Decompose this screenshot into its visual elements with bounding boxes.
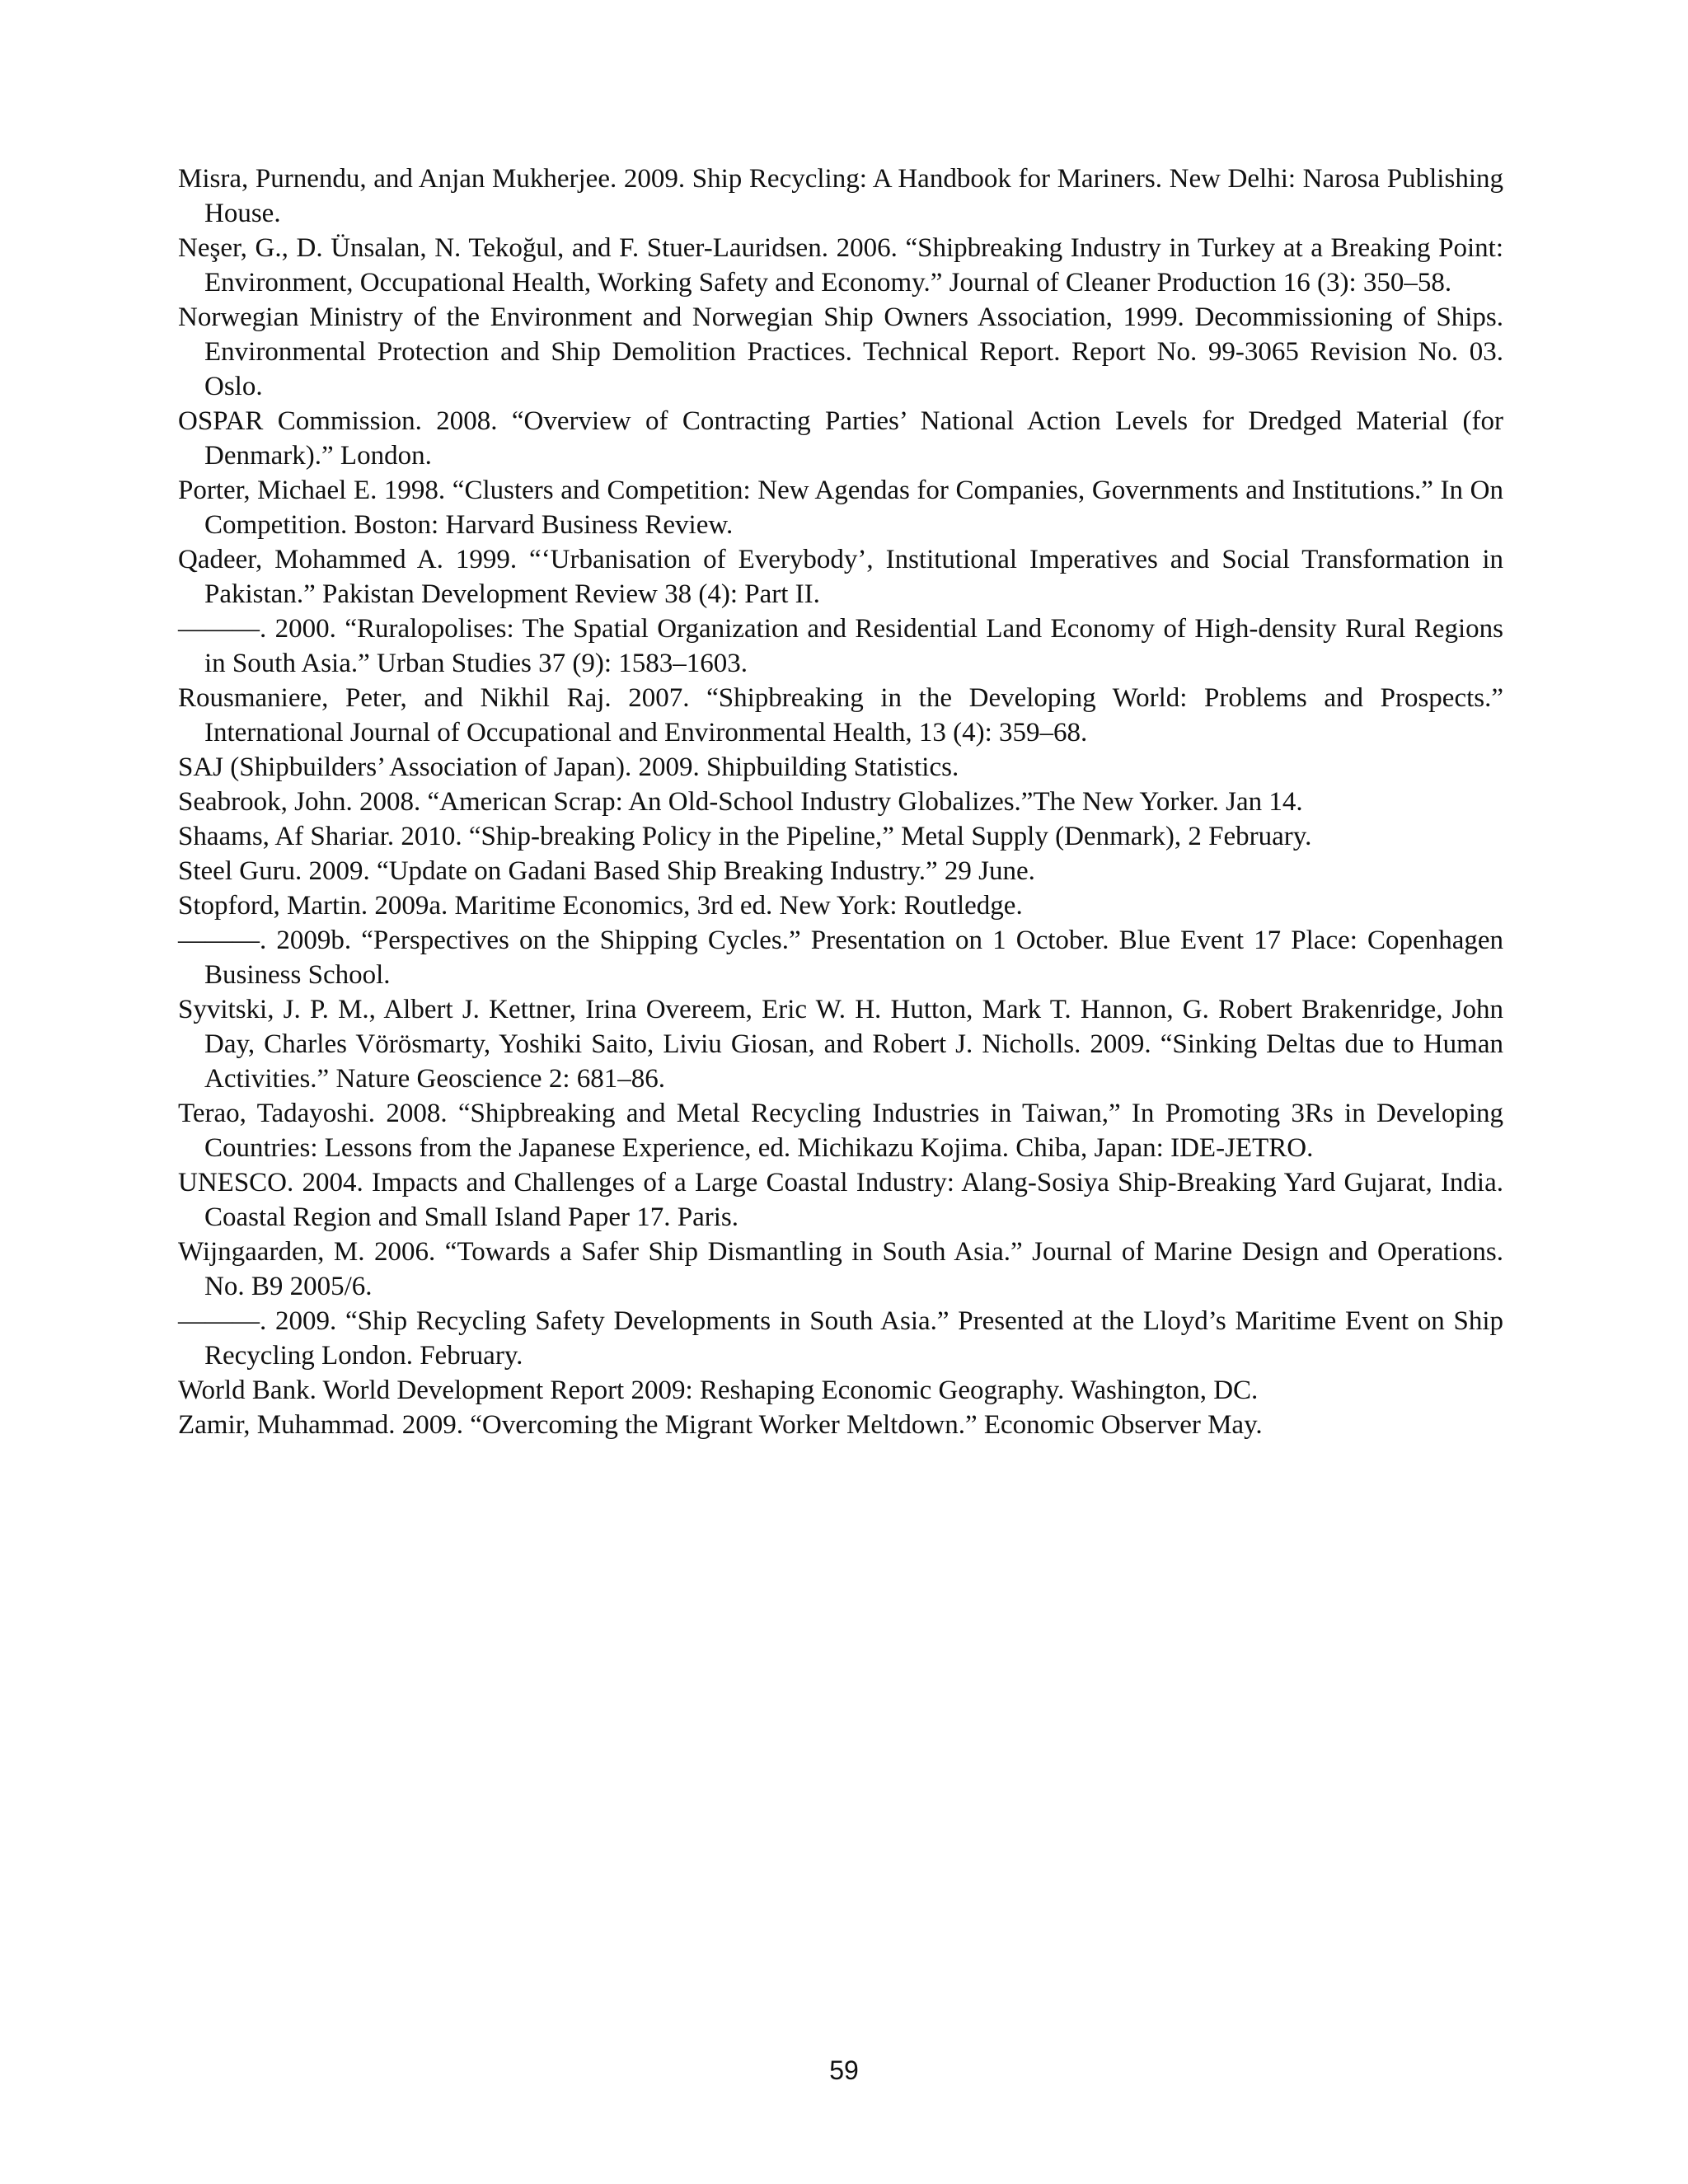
page-number: 59 [829,2055,859,2085]
reference-entry: Norwegian Ministry of the Environment and Norwegian Ship Owners Association, 1999. Decommissioning of Ships. Environmental Protection and Ship Demolition Practices. Technical Report. Report No. 99-3065 Revision No. 03. Oslo. [178,302,1503,401]
reference-entry: Rousmaniere, Peter, and Nikhil Raj. 2007. “Shipbreaking in the Developing World: Problems and Prospects.” International Journal of Occupational and Environmental Health, 13 (4): 359–68. [178,683,1503,748]
reference-entry: Seabrook, John. 2008. “American Scrap: An Old-School Industry Globalizes.”The New Yorker. Jan 14. [178,787,1303,817]
reference-entry: UNESCO. 2004. Impacts and Challenges of a Large Coastal Industry: Alang-Sosiya Ship-Breaking Yard Gujarat, India. Coastal Region and Small Island Paper 17. Paris. [178,1168,1503,1232]
reference-entry: Syvitski, J. P. M., Albert J. Kettner, Irina Overeem, Eric W. H. Hutton, Mark T. Hannon, G. Robert Brakenridge, John Day, Charles Vörösmarty, Yoshiki Saito, Liviu Giosan, and Robert J. Nicholls. 2009. “Sinking Deltas due to Human Activities.” Nature Geoscience 2: 681–86. [178,995,1503,1094]
reference-entry: Qadeer, Mohammed A. 1999. “‘Urbanisation of Everybody’, Institutional Imperatives and Social Transformation in Pakistan.” Pakistan Development Review 38 (4): Part II. [178,545,1503,609]
reference-entry: ———. 2000. “Ruralopolises: The Spatial Organization and Residential Land Economy of High-density Rural Regions in South Asia.” Urban Studies 37 (9): 1583–1603. [178,614,1503,678]
reference-entry: ———. 2009b. “Perspectives on the Shipping Cycles.” Presentation on 1 October. Blue Event 17 Place: Copenhagen Business School. [178,926,1503,990]
reference-entry: Wijngaarden, M. 2006. “Towards a Safer Ship Dismantling in South Asia.” Journal of Marine Design and Operations. No. B9 2005/6. [178,1237,1503,1301]
reference-entry: OSPAR Commission. 2008. “Overview of Contracting Parties’ National Action Levels for Dredged Material (for Denmark).” London. [178,406,1503,471]
reference-entry: Neşer, G., D. Ünsalan, N. Tekoğul, and F. Stuer-Lauridsen. 2006. “Shipbreaking Industry in Turkey at a Breaking Point: Environment, Occupational Health, Working Safety and Economy.” Journal of Cleaner Production 16 (3): 350–58. [178,233,1503,298]
reference-entry: Stopford, Martin. 2009a. Maritime Economics, 3rd ed. New York: Routledge. [178,891,1023,921]
reference-entry: Shaams, Af Shariar. 2010. “Ship-breaking Policy in the Pipeline,” Metal Supply (Denmark), 2 February. [178,822,1312,851]
reference-entry: Steel Guru. 2009. “Update on Gadani Based Ship Breaking Industry.” 29 June. [178,856,1035,886]
reference-entry: World Bank. World Development Report 2009: Reshaping Economic Geography. Washington, DC. [178,1376,1259,1405]
reference-entry: SAJ (Shipbuilders’ Association of Japan). 2009. Shipbuilding Statistics. [178,752,959,782]
reference-entry: Misra, Purnendu, and Anjan Mukherjee. 2009. Ship Recycling: A Handbook for Mariners. New Delhi: Narosa Publishing House. [178,164,1503,228]
reference-entry: Porter, Michael E. 1998. “Clusters and Competition: New Agendas for Companies, Governments and Institutions.” In On Competition. Boston: Harvard Business Review. [178,476,1503,540]
reference-entry: Zamir, Muhammad. 2009. “Overcoming the Migrant Worker Meltdown.” Economic Observer May. [178,1410,1263,1440]
reference-entry: ———. 2009. “Ship Recycling Safety Developments in South Asia.” Presented at the Lloyd’s Maritime Event on Ship Recycling London. February. [178,1306,1503,1371]
reference-list [178,162,1503,1442]
reference-entry: Terao, Tadayoshi. 2008. “Shipbreaking and Metal Recycling Industries in Taiwan,” In Promoting 3Rs in Developing Countries: Lessons from the Japanese Experience, ed. Michikazu Kojima. Chiba, Japan: IDE-JETRO. [178,1099,1503,1163]
